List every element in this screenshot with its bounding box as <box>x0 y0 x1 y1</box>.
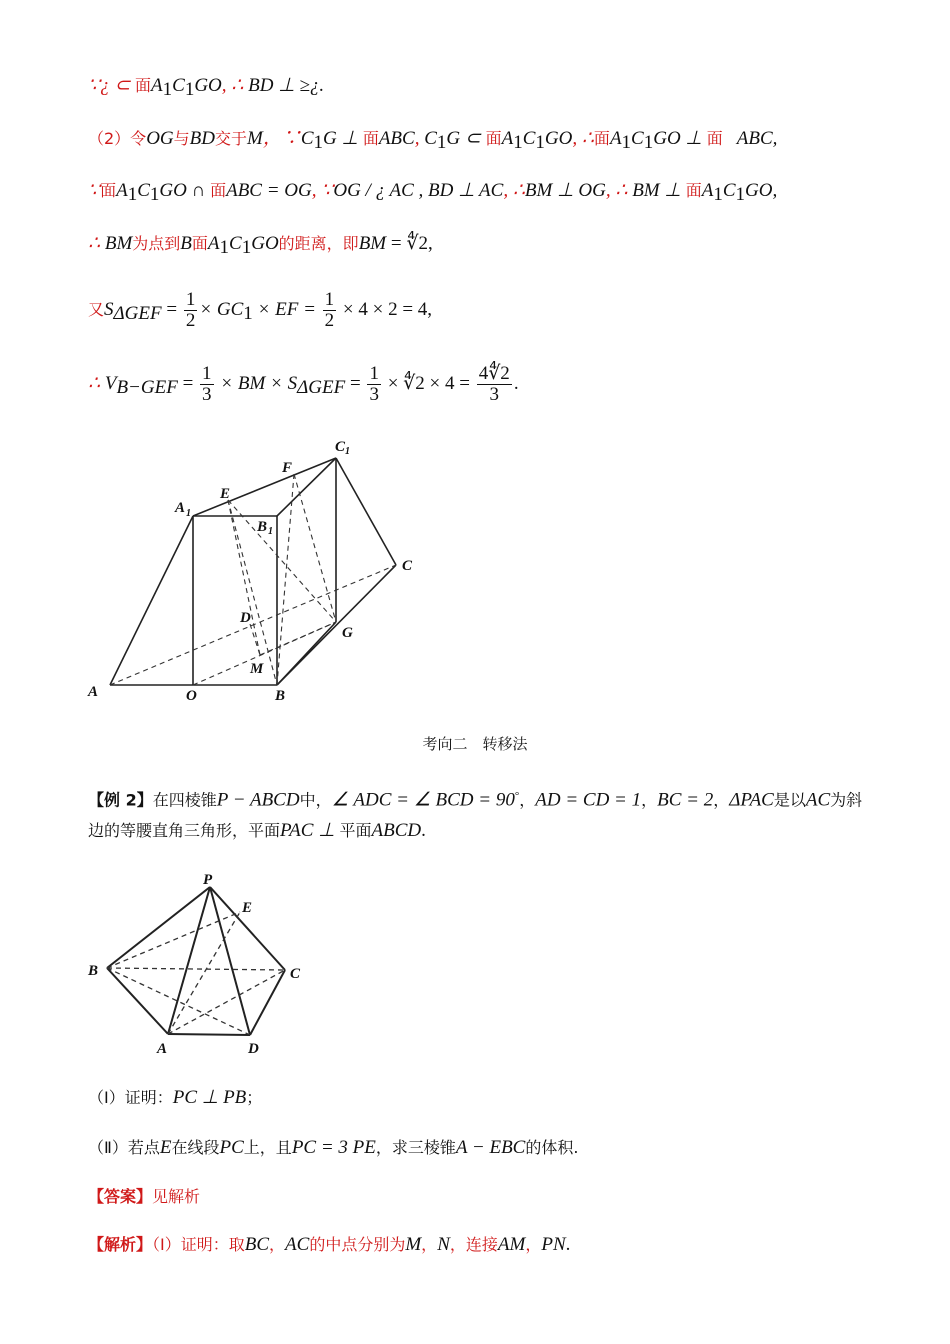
svg-text:C: C <box>290 966 301 982</box>
svg-text:B: B <box>275 688 286 704</box>
figure-prism <box>80 430 440 715</box>
example2-line-2: 边的等腰直角三角形，平面PAC ⊥ 平面ABCD. <box>88 820 426 841</box>
fraction-one-third: $\frac{1}{3}$ <box>202 363 212 405</box>
question-1: （Ⅰ）证明：PC ⊥ PB； <box>88 1087 263 1108</box>
svg-text:A: A <box>157 1041 168 1057</box>
svg-text:C: C <box>335 439 346 455</box>
svg-text:C: C <box>402 558 413 574</box>
svg-text:D: D <box>240 610 251 626</box>
svg-text:B: B <box>257 519 268 535</box>
svg-text:G: G <box>342 625 353 641</box>
svg-text:F: F <box>282 460 293 476</box>
svg-text:1: 1 <box>268 526 273 537</box>
solution-line-3: ∵面$A_1C_1GO$ ∩ 面ABC = OG, ∵OG / ¿ AC , BD ⊥ AC, ∴BM ⊥ OG, ∴ BM ⊥ 面$A_1C_1GO$, <box>88 180 778 205</box>
fraction-one-half-2: $\frac{1}{2}$ <box>324 289 335 331</box>
svg-text:1: 1 <box>345 446 350 457</box>
figure-pyramid <box>80 862 320 1062</box>
solution-line-2: （2）令OG与BD交于M，$\because C_1G$ ⊥ 面ABC, $C_1G$ ⊂ 面$A_1C_1GO$, ∴面$A_1C_1GO$ ⊥ 面 ABC, <box>88 128 778 153</box>
svg-text:1: 1 <box>186 508 191 519</box>
fraction-one-half: $\frac{1}{2}$ <box>185 289 196 331</box>
analysis-line: 【解析】（Ⅰ）证明：取BC，AC的中点分别为M，N，连接AM，PN. <box>88 1234 571 1255</box>
svg-text:M: M <box>250 661 264 677</box>
figure1-labels <box>87 439 413 704</box>
solution-line-5: 又$S_{\Delta GEF}$ = $\frac{1}{2}$ × $GC_1$ × EF = $\frac{1}{2}$ × 4 × 2 = 4, <box>88 289 433 331</box>
svg-text:A: A <box>88 684 99 700</box>
question-2: （Ⅱ）若点E在线段PC上，且PC = 3 PE，求三棱锥A − EBC的体积. <box>88 1137 579 1158</box>
svg-text:P: P <box>203 872 213 888</box>
svg-text:D: D <box>248 1041 259 1057</box>
section-caption: 考向二 转移法 <box>422 735 528 753</box>
solution-line-4: ∴ BM为点到B面$A_1C_1GO$的距离，即BM = ∜2, <box>88 233 433 258</box>
svg-text:O: O <box>186 688 197 704</box>
svg-text:A: A <box>175 500 186 516</box>
svg-text:E: E <box>242 900 253 916</box>
answer-line: 【答案】见解析 <box>88 1187 201 1206</box>
fraction-result: $\frac{4∜2}{3}$ <box>478 363 510 405</box>
svg-text:E: E <box>220 486 231 502</box>
solution-line-6: ∴ $V_{B-GEF}$ = $\frac{1}{3}$ × BM × $S_{\Delta GEF}$ = $\frac{1}{3}$ × ∜2 × 4 = $\frac{4∜2}{3}$ . <box>88 363 519 405</box>
fraction-one-third-2: $\frac{1}{3}$ <box>369 363 379 405</box>
example2-line-1: 【例 2】在四棱锥P − ABCD中，∠ ADC = ∠ BCD = 90°，AD = CD = 1，BC = 2，ΔPAC是以AC为斜 <box>88 789 863 811</box>
svg-text:B: B <box>88 963 99 979</box>
solution-line-1: ∵¿ ⊂ 面$A_1C_1GO$, ∴ BD ⊥ ≥¿. <box>88 75 325 100</box>
